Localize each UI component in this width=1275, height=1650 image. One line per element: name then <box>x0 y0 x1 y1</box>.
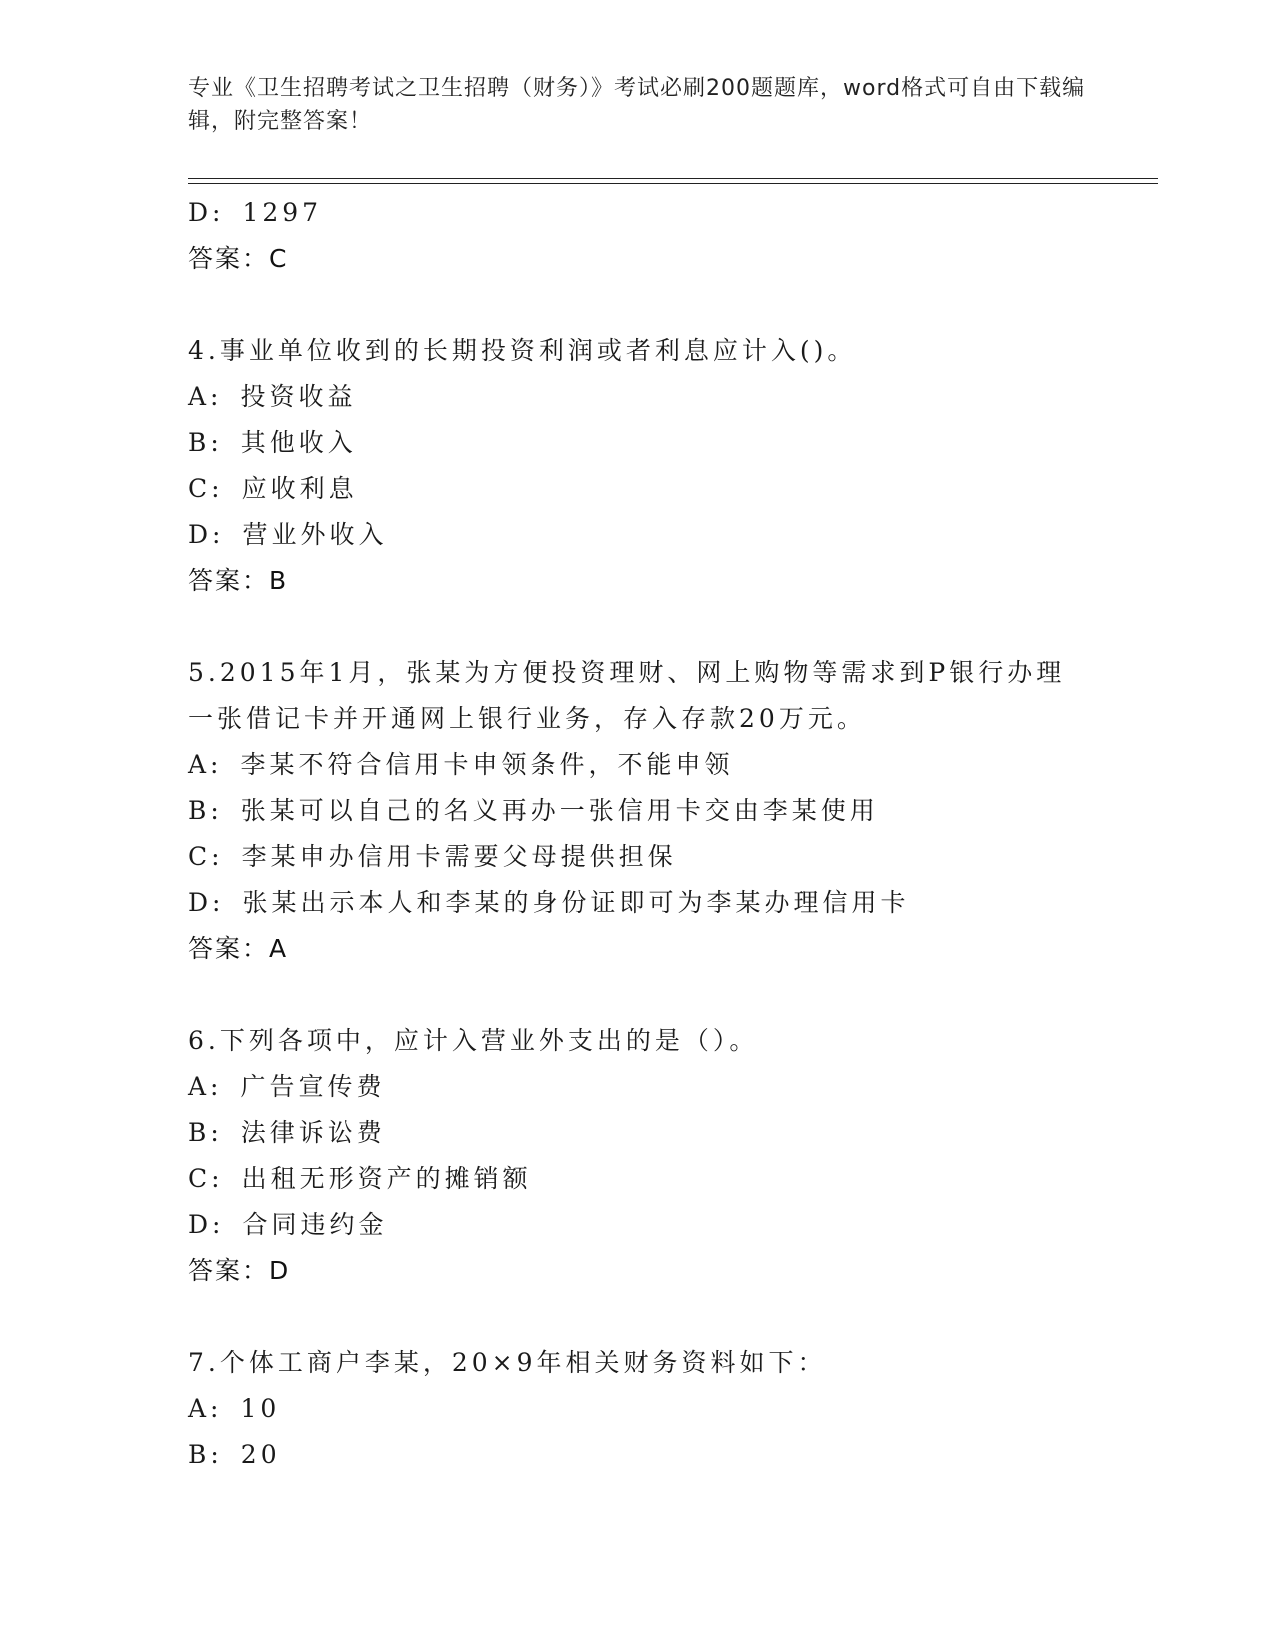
header-rule-bottom <box>188 183 1158 184</box>
option-label: D: <box>188 1210 225 1239</box>
option-text: 应收利息 <box>241 474 358 503</box>
option-text: 1297 <box>242 198 323 227</box>
option-c <box>188 466 1088 512</box>
answer-line: 答案：B <box>188 566 289 595</box>
option-d <box>188 880 1088 926</box>
question-stem: 7.个体工商户李某，20×9年相关财务资料如下： <box>188 1348 827 1377</box>
question-stem: 6.下列各项中，应计入营业外支出的是（）。 <box>188 1026 759 1055</box>
option-d <box>188 1202 1088 1248</box>
option-text: 20 <box>240 1440 281 1469</box>
option-b <box>188 1432 1088 1478</box>
option-label: D: <box>188 198 225 227</box>
option-text: 法律诉讼费 <box>240 1118 386 1147</box>
option-label: C: <box>188 474 224 503</box>
option-text: 广告宣传费 <box>240 1072 386 1101</box>
option-text: 合同违约金 <box>242 1210 388 1239</box>
question-stem: 5.2015年1月，张某为方便投资理财、网上购物等需求到P银行办理 <box>188 658 1066 687</box>
document-header: 专业《卫生招聘考试之卫生招聘（财务）》考试必刷200题题库，word格式可自由下载编辑，附完整答案！ <box>188 76 1086 134</box>
answer-line: 答案：A <box>188 934 289 963</box>
option-label: C: <box>188 1164 224 1193</box>
option-text: 张某可以自己的名义再办一张信用卡交由李某使用 <box>240 796 879 825</box>
option-label: B: <box>188 428 223 457</box>
option-c <box>188 834 1088 880</box>
option-label: B: <box>188 796 223 825</box>
header-rule-top <box>188 178 1158 179</box>
option-a <box>188 1386 1088 1432</box>
option-label: D: <box>188 520 225 549</box>
option-text: 张某出示本人和李某的身份证即可为李某办理信用卡 <box>242 888 910 917</box>
option-c <box>188 1156 1088 1202</box>
option-label: A: <box>188 382 223 411</box>
option-text: 李某不符合信用卡申领条件，不能申领 <box>240 750 734 779</box>
question-stem-continued: 一张借记卡并开通网上银行业务，存入存款20万元。 <box>188 704 866 733</box>
option-text: 出租无形资产的摊销额 <box>241 1164 532 1193</box>
option-label: B: <box>188 1118 223 1147</box>
option-text: 李某申办信用卡需要父母提供担保 <box>241 842 677 871</box>
option-a <box>188 742 1088 788</box>
option-text: 营业外收入 <box>242 520 388 549</box>
option-text: 投资收益 <box>240 382 357 411</box>
option-label: A: <box>188 1072 223 1101</box>
option-b <box>188 1110 1088 1156</box>
option-label: C: <box>188 842 224 871</box>
option-d <box>188 512 1088 558</box>
question-stem: 4.事业单位收到的长期投资利润或者利息应计入()。 <box>188 336 857 365</box>
option-label: A: <box>188 1394 223 1423</box>
option-b <box>188 420 1088 466</box>
option-b <box>188 788 1088 834</box>
answer-line: 答案：C <box>188 244 289 273</box>
question-list <box>188 190 1088 1478</box>
option-label: D: <box>188 888 225 917</box>
option-label: B: <box>188 1440 223 1469</box>
option-a <box>188 1064 1088 1110</box>
option-text: 其他收入 <box>240 428 357 457</box>
answer-line: 答案：D <box>188 1256 291 1285</box>
option-d <box>188 190 1088 236</box>
option-text: 10 <box>240 1394 281 1423</box>
option-a <box>188 374 1088 420</box>
option-label: A: <box>188 750 223 779</box>
